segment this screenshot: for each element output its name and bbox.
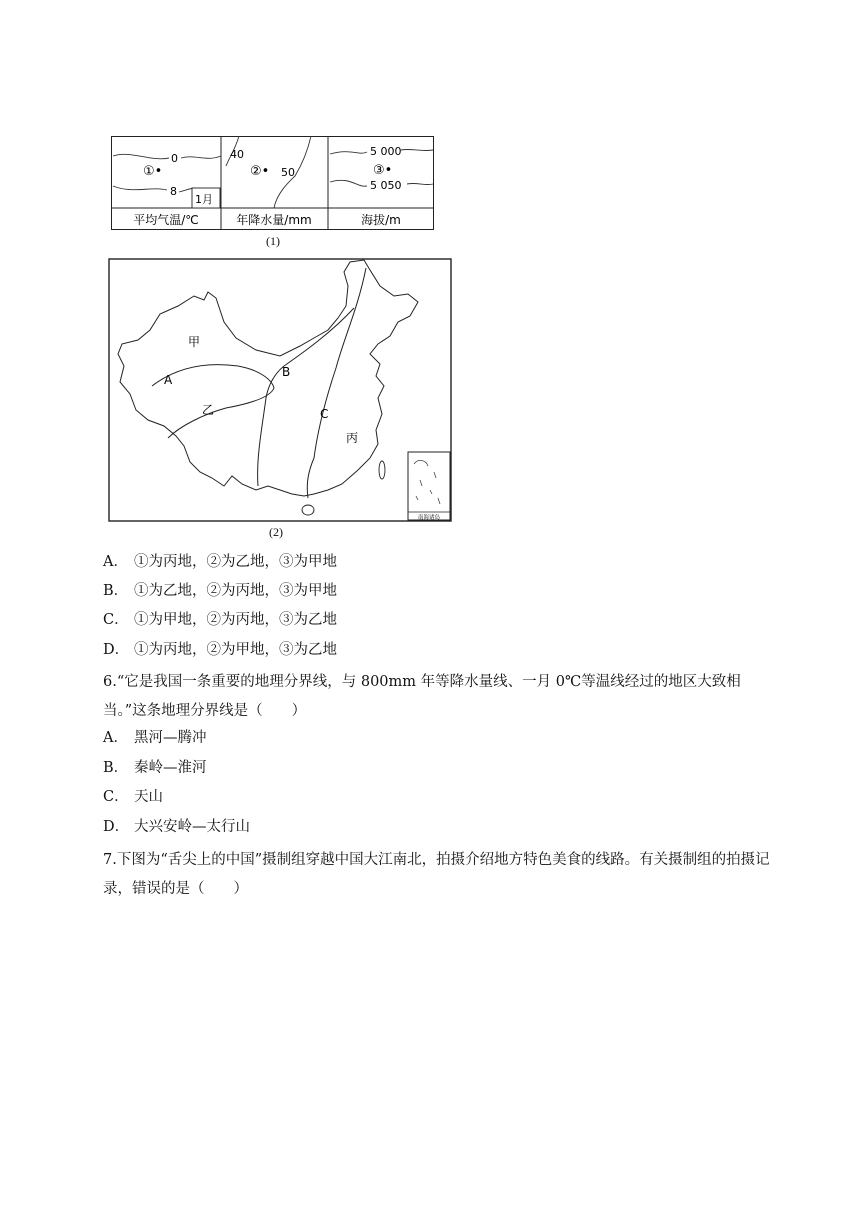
q5-option-a-text: ①为丙地，②为乙地，③为甲地	[134, 554, 337, 570]
region-bing: 丙	[346, 431, 359, 445]
panel-elevation	[330, 145, 433, 227]
q6-option-a[interactable]	[103, 728, 207, 748]
panel1-label: 平均气温/℃	[133, 213, 199, 227]
q5-option-c[interactable]	[103, 610, 337, 630]
china-outline	[118, 260, 418, 496]
label-line-c: C	[320, 407, 329, 421]
q5-option-d-letter: D．	[103, 642, 130, 658]
line-c	[307, 268, 366, 498]
panel2-contour-50-label: 50	[281, 166, 295, 179]
q6-option-b-letter: B．	[103, 760, 129, 776]
panel3-label: 海拔/m	[361, 213, 401, 227]
q6-option-b-text: 秦岭—淮河	[134, 760, 207, 776]
q6-option-a-letter: A．	[103, 730, 128, 746]
panel2-marker: ②•	[250, 164, 270, 179]
q7-stem: 7.下图为“舌尖上的中国”摄制组穿越中国大江南北，拍摄介绍地方特色美食的线路。有关摄制组的拍摄记录，错误的是（ ）	[103, 852, 770, 897]
figure-1-contour-panels	[111, 136, 434, 230]
q6-option-d[interactable]	[103, 817, 250, 837]
region-jia: 甲	[188, 335, 201, 349]
panel3-marker: ③•	[373, 163, 393, 178]
panel-precipitation	[226, 136, 312, 227]
panel-temperature	[113, 152, 221, 227]
q6-option-d-letter: D．	[103, 819, 130, 835]
q5-option-b-text: ①为乙地，②为丙地，③为甲地	[134, 583, 337, 599]
panel2-label: 年降水量/mm	[236, 213, 312, 227]
q5-option-d-text: ①为丙地，②为甲地，③为乙地	[134, 642, 337, 658]
panel2-contour-40-label: 40	[230, 148, 244, 161]
q6-option-c[interactable]	[103, 787, 163, 807]
inset-label: 南海诸岛	[417, 515, 441, 521]
panel3-contour-5050: 5 050	[370, 179, 402, 192]
south-china-sea-inset	[408, 452, 450, 521]
panel1-marker: ①•	[143, 164, 163, 179]
figure-2-china-map	[108, 258, 452, 523]
figure-1-caption: (1)	[266, 234, 280, 248]
q5-option-a[interactable]	[103, 552, 337, 572]
q6-option-a-text: 黑河—腾冲	[134, 730, 207, 746]
panel1-month-tag: 1月	[195, 193, 213, 206]
q5-option-d[interactable]	[103, 640, 337, 660]
q5-option-c-letter: C．	[103, 612, 129, 628]
panel1-contour-8: 8	[170, 185, 177, 198]
figure-2-caption: (2)	[269, 525, 283, 539]
q5-option-a-letter: A．	[103, 554, 128, 570]
q6-option-c-text: 天山	[134, 789, 163, 805]
q6-option-d-text: 大兴安岭—太行山	[134, 819, 250, 835]
q6-option-b[interactable]	[103, 758, 207, 778]
region-yi: 乙	[202, 403, 215, 417]
line-b	[258, 308, 354, 486]
q5-option-b[interactable]	[103, 581, 337, 601]
panel1-contour-0: 0	[171, 152, 178, 165]
label-line-a: A	[164, 373, 173, 387]
q5-option-c-text: ①为甲地，②为丙地，③为乙地	[134, 612, 337, 628]
label-line-b: B	[282, 365, 291, 379]
q5-option-b-letter: B．	[103, 583, 129, 599]
q6-option-c-letter: C．	[103, 789, 129, 805]
q6-stem: 6.“它是我国一条重要的地理分界线，与 800mm 年等降水量线、一月 0℃等温线经过的地区大致相当。”这条地理分界线是（ ）	[103, 674, 741, 719]
panel3-contour-5000: 5 000	[370, 145, 402, 158]
